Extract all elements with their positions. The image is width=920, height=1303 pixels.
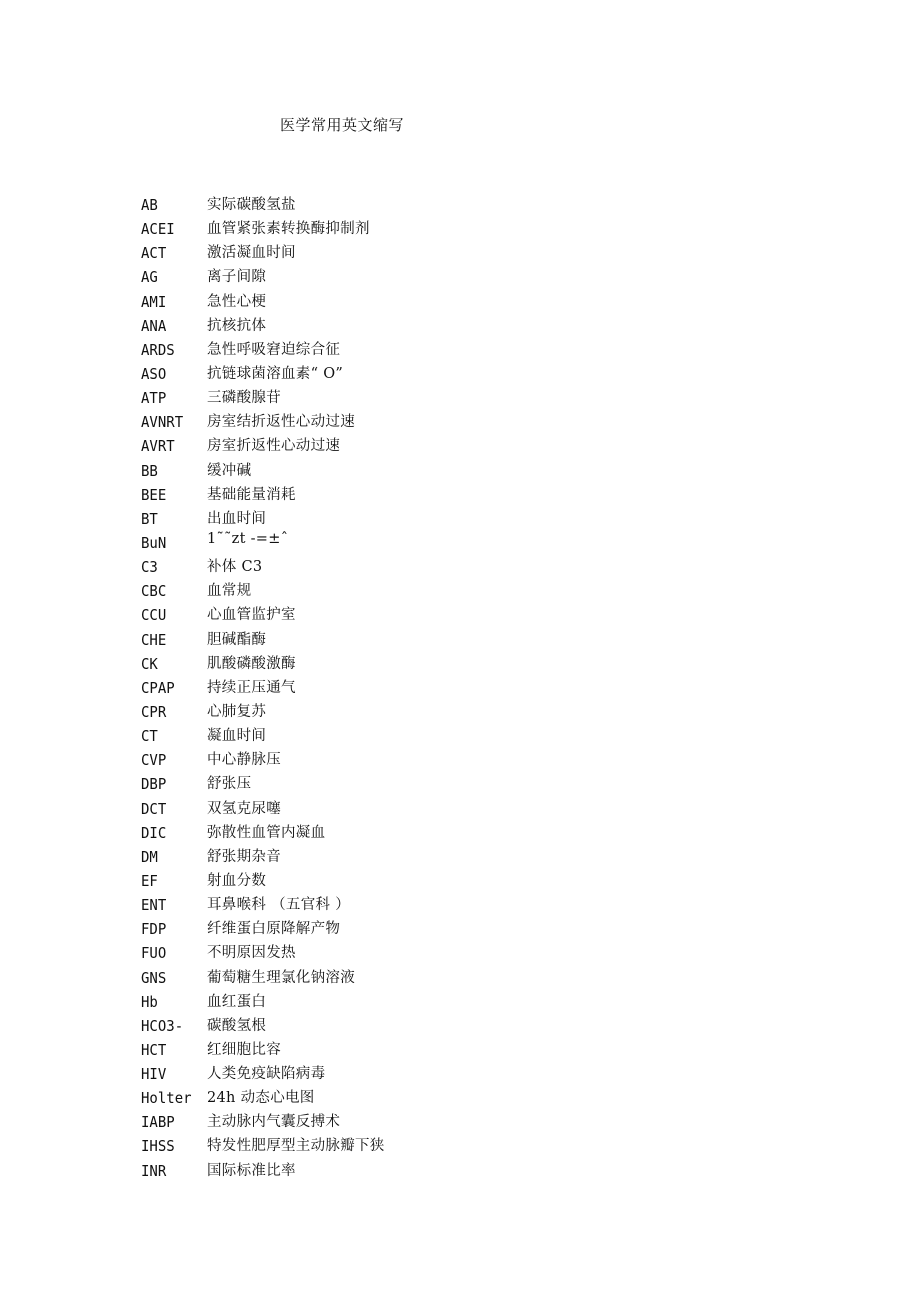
abbreviation: IABP — [141, 1114, 175, 1132]
abbreviation-meaning: 心肺复苏 — [207, 703, 267, 720]
list-item — [141, 1014, 781, 1038]
abbreviation: BT — [141, 510, 158, 529]
list-item — [141, 1062, 781, 1086]
list-item — [141, 628, 781, 652]
list-item — [141, 555, 781, 579]
abbreviation-meaning: 24h 动态心电图 — [207, 1090, 315, 1107]
abbreviation: HCT — [141, 1041, 167, 1060]
list-item — [141, 338, 781, 362]
list-item — [141, 507, 781, 531]
abbreviation-meaning: 双氢克尿噻 — [207, 800, 281, 817]
list-item — [141, 531, 781, 555]
list-item — [141, 724, 781, 748]
abbreviation-meaning: 出血时间 — [207, 510, 267, 527]
list-item — [141, 1110, 781, 1134]
list-item — [141, 483, 781, 507]
abbreviation-meaning: 不明原因发热 — [207, 945, 296, 962]
abbreviation: ACEI — [141, 221, 175, 239]
abbreviation-meaning: 胆碱酯酶 — [207, 631, 267, 648]
list-item — [141, 869, 781, 893]
abbreviation-meaning: 主动脉内气囊反搏术 — [207, 1114, 341, 1131]
abbreviation: ANA — [141, 317, 167, 335]
abbreviation: CPR — [141, 703, 167, 722]
list-item — [141, 700, 781, 724]
abbreviation: CCU — [141, 607, 167, 625]
list-item — [141, 241, 781, 265]
abbreviation: ATP — [141, 390, 167, 408]
abbreviation: AG — [141, 269, 158, 287]
abbreviation-meaning: 房室折返性心动过速 — [207, 438, 341, 455]
abbreviation: DBP — [141, 776, 167, 794]
abbreviation: IHSS — [141, 1138, 175, 1156]
abbreviation-list — [141, 193, 781, 1183]
abbreviation: INR — [141, 1162, 167, 1180]
abbreviation-meaning: 心血管监护室 — [207, 607, 296, 624]
abbreviation: AVRT — [141, 438, 175, 456]
abbreviation: AB — [141, 197, 158, 215]
abbreviation-meaning: 1˜˜zt -=±ˆ — [207, 530, 289, 547]
abbreviation: FDP — [141, 921, 167, 939]
list-item — [141, 314, 781, 338]
abbreviation: BB — [141, 462, 158, 480]
page-title: 医学常用英文缩写 — [280, 116, 405, 134]
abbreviation: Holter — [141, 1090, 192, 1108]
abbreviation-meaning: 缓冲碱 — [207, 462, 252, 479]
abbreviation: DIC — [141, 824, 167, 842]
list-item — [141, 362, 781, 386]
abbreviation-meaning: 三磷酸腺苷 — [207, 390, 281, 407]
abbreviation: DM — [141, 848, 158, 867]
abbreviation-meaning: 中心静脉压 — [207, 752, 281, 769]
abbreviation: CVP — [141, 752, 167, 770]
abbreviation: Hb — [141, 993, 158, 1011]
abbreviation-meaning: 补体 C3 — [207, 559, 263, 576]
list-item — [141, 193, 781, 217]
list-item — [141, 917, 781, 941]
list-item — [141, 990, 781, 1014]
abbreviation-meaning: 舒张期杂音 — [207, 848, 281, 865]
abbreviation: BuN — [141, 534, 167, 553]
abbreviation-meaning: 耳鼻喉科 （五官科 ） — [207, 897, 351, 914]
list-item — [141, 797, 781, 821]
abbreviation-meaning: 血管紧张素转换酶抑制剂 — [207, 221, 370, 238]
abbreviation-meaning: 血常规 — [207, 583, 252, 600]
abbreviation-meaning: 人类免疫缺陷病毒 — [207, 1066, 326, 1083]
abbreviation: DCT — [141, 800, 167, 818]
list-item — [141, 603, 781, 627]
abbreviation-meaning: 持续正压通气 — [207, 679, 296, 696]
list-item — [141, 579, 781, 603]
abbreviation: CBC — [141, 583, 167, 601]
abbreviation-meaning: 碳酸氢根 — [207, 1017, 267, 1034]
abbreviation-meaning: 射血分数 — [207, 872, 267, 889]
list-item — [141, 1086, 781, 1110]
list-item — [141, 434, 781, 458]
abbreviation: ARDS — [141, 341, 175, 360]
list-item — [141, 676, 781, 700]
abbreviation: GNS — [141, 969, 167, 987]
abbreviation: CT — [141, 728, 158, 746]
abbreviation-meaning: 肌酸磷酸激酶 — [207, 655, 296, 672]
abbreviation-meaning: 房室结折返性心动过速 — [207, 414, 355, 431]
abbreviation-meaning: 抗链球菌溶血素“ O” — [207, 365, 344, 382]
abbreviation-meaning: 国际标准比率 — [207, 1162, 296, 1179]
abbreviation-meaning: 激活凝血时间 — [207, 245, 296, 262]
list-item — [141, 386, 781, 410]
abbreviation: FUO — [141, 945, 167, 963]
abbreviation-meaning: 弥散性血管内凝血 — [207, 824, 326, 841]
list-item — [141, 459, 781, 483]
abbreviation-meaning: 舒张压 — [207, 776, 252, 793]
list-item — [141, 290, 781, 314]
abbreviation: ENT — [141, 897, 167, 915]
list-item — [141, 1159, 781, 1183]
abbreviation-meaning: 离子间隙 — [207, 269, 267, 286]
abbreviation-meaning: 抗核抗体 — [207, 317, 267, 334]
abbreviation-meaning: 葡萄糖生理氯化钠溶液 — [207, 969, 355, 986]
abbreviation: HIV — [141, 1066, 167, 1084]
list-item — [141, 821, 781, 845]
abbreviation: HCO3- — [141, 1017, 184, 1036]
abbreviation: ACT — [141, 245, 167, 263]
abbreviation: CHE — [141, 631, 167, 649]
abbreviation: BEE — [141, 486, 167, 504]
list-item — [141, 265, 781, 289]
abbreviation-meaning: 特发性肥厚型主动脉瓣下狭 — [207, 1138, 385, 1155]
list-item — [141, 1038, 781, 1062]
abbreviation: ASO — [141, 365, 167, 384]
abbreviation: CPAP — [141, 679, 175, 698]
list-item — [141, 1134, 781, 1158]
abbreviation-meaning: 红细胞比容 — [207, 1041, 281, 1058]
list-item — [141, 893, 781, 917]
abbreviation-meaning: 实际碳酸氢盐 — [207, 197, 296, 213]
list-item — [141, 748, 781, 772]
abbreviation-meaning: 纤维蛋白原降解产物 — [207, 921, 341, 938]
abbreviation-meaning: 基础能量消耗 — [207, 486, 296, 503]
list-item — [141, 772, 781, 796]
abbreviation-meaning: 急性呼吸窘迫综合征 — [207, 341, 341, 358]
list-item — [141, 652, 781, 676]
abbreviation-meaning: 血红蛋白 — [207, 993, 267, 1010]
abbreviation-meaning: 急性心梗 — [207, 293, 267, 310]
list-item — [141, 966, 781, 990]
list-item — [141, 217, 781, 241]
abbreviation: C3 — [141, 559, 158, 577]
abbreviation: CK — [141, 655, 158, 673]
list-item — [141, 845, 781, 869]
list-item — [141, 410, 781, 434]
abbreviation: EF — [141, 872, 158, 891]
abbreviation: AMI — [141, 293, 167, 311]
abbreviation-meaning: 凝血时间 — [207, 728, 267, 745]
list-item — [141, 941, 781, 965]
abbreviation: AVNRT — [141, 414, 184, 432]
